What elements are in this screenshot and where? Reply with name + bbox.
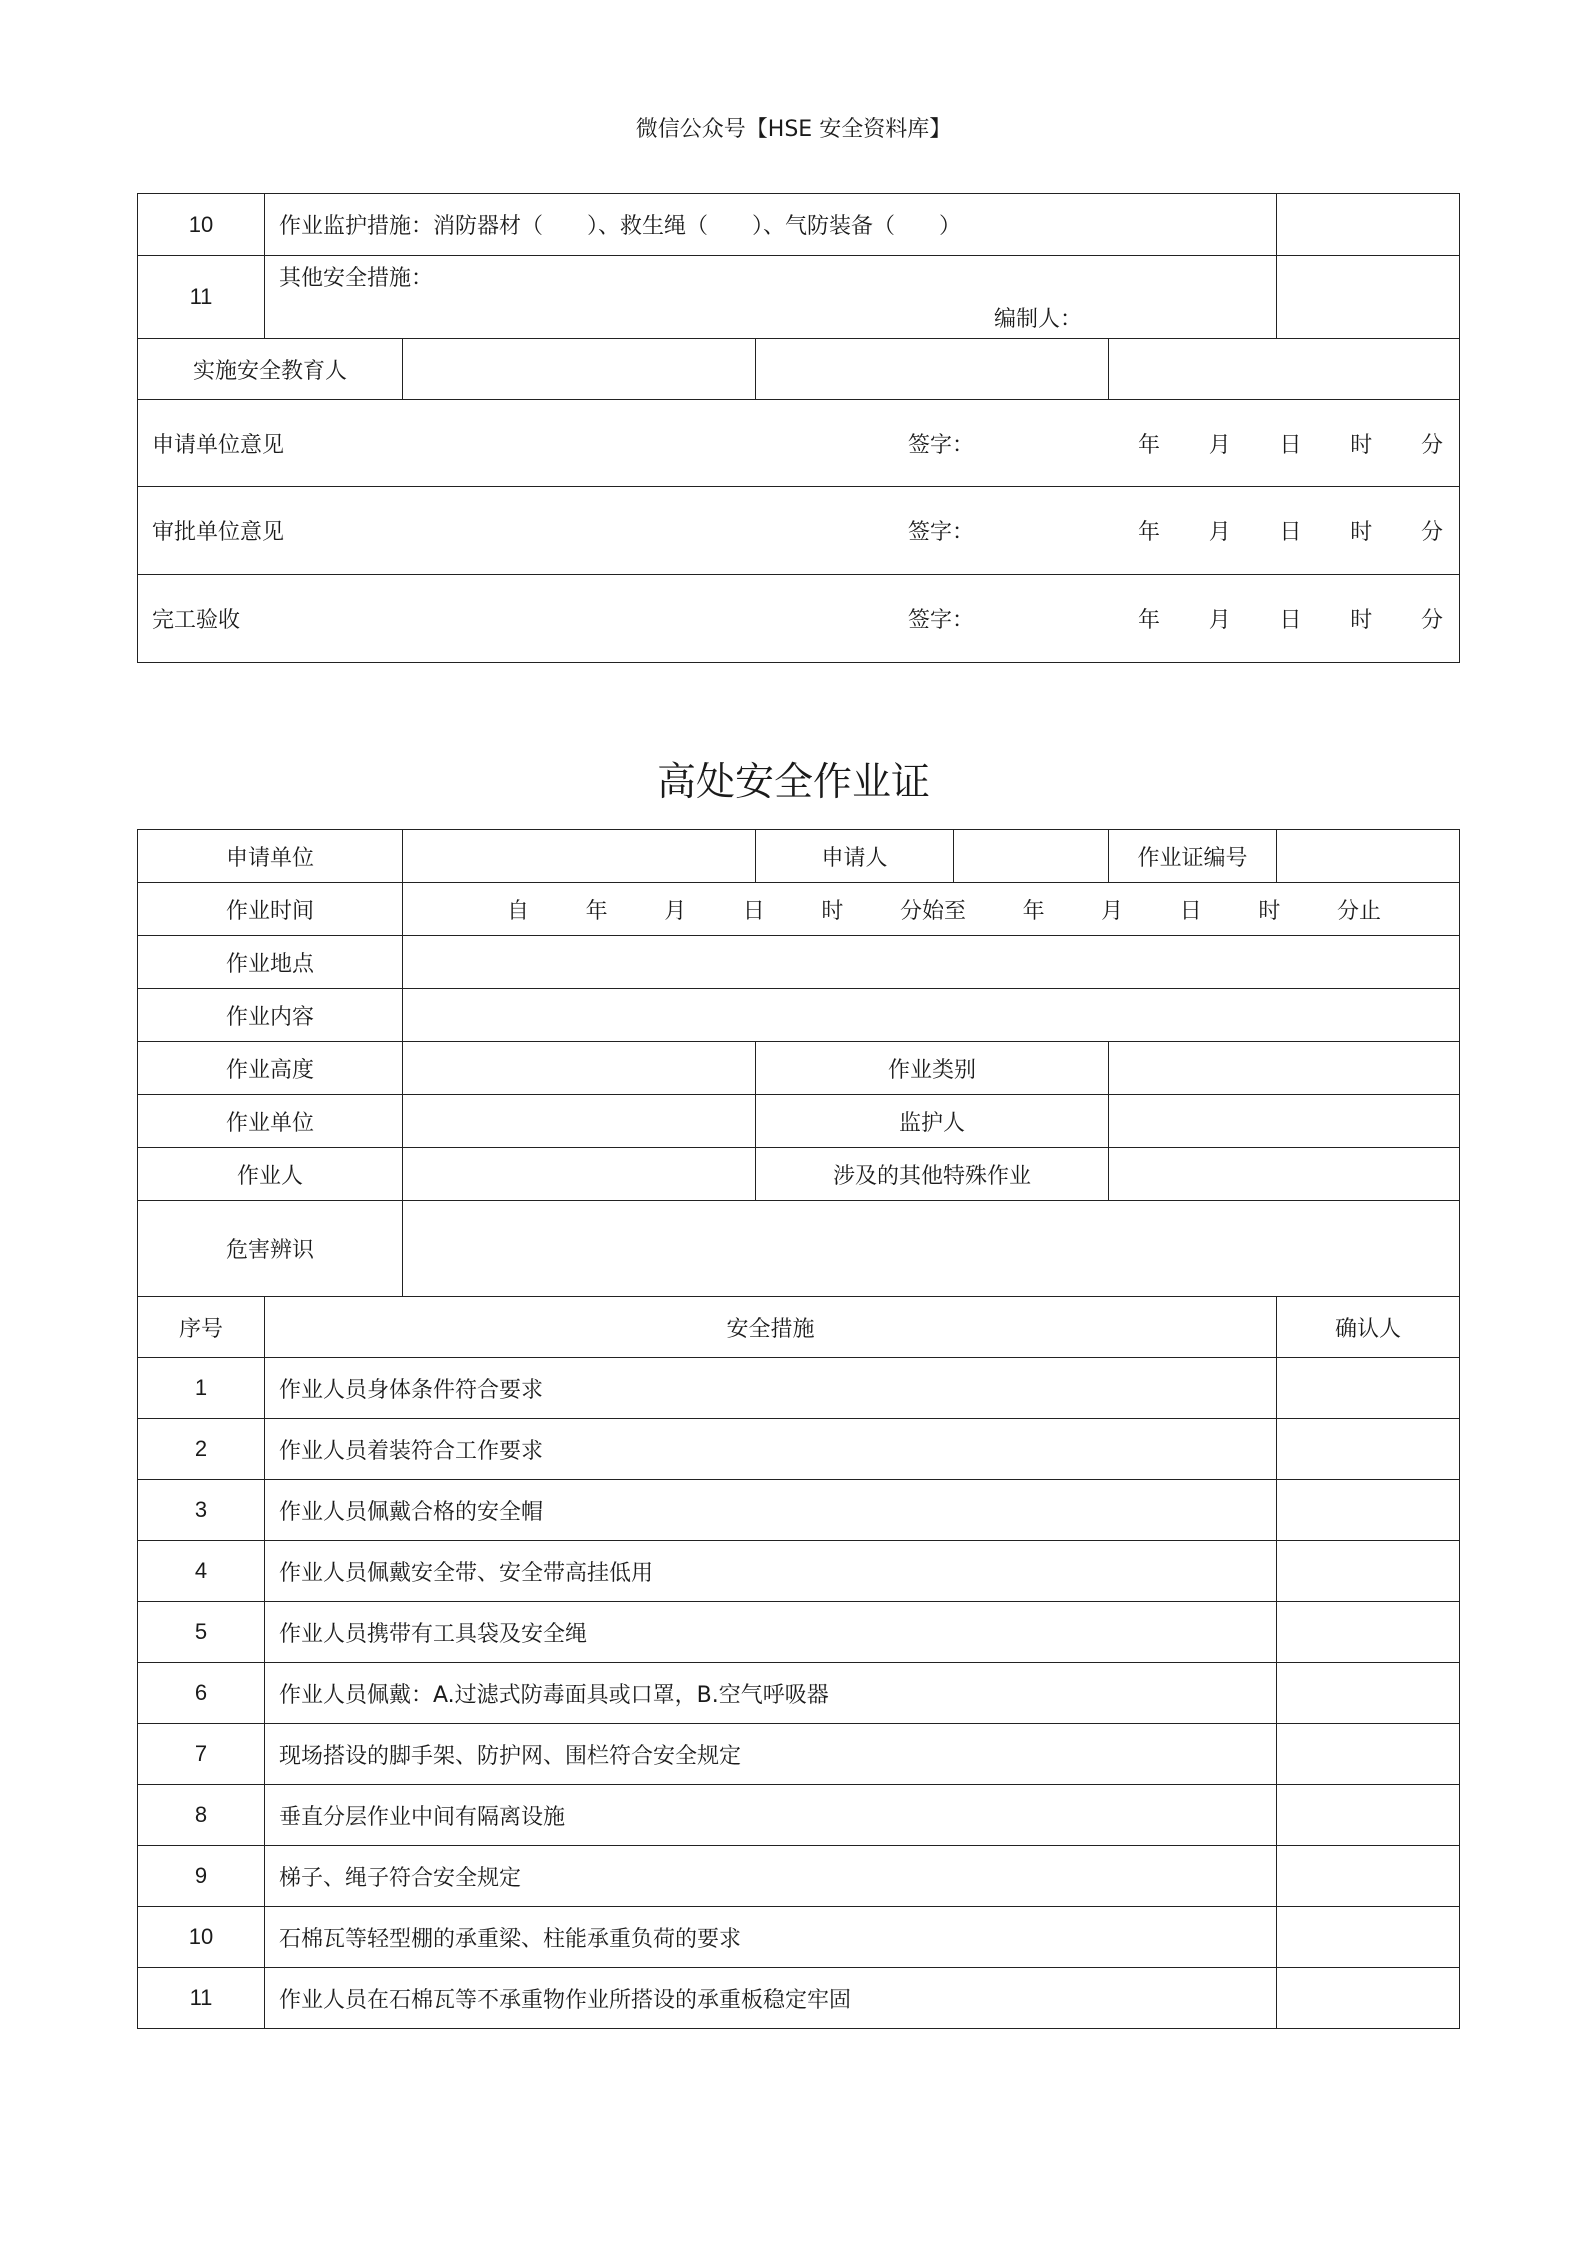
row-number: 10	[138, 194, 265, 256]
sign-row	[138, 575, 1460, 663]
apply-unit-field[interactable]	[403, 830, 756, 883]
measure-row	[138, 256, 1460, 339]
work-permit-table	[137, 829, 1460, 2029]
confirm-cell[interactable]	[1277, 1724, 1460, 1785]
guardian-field[interactable]	[1109, 1095, 1460, 1148]
work-time-label: 作业时间	[138, 883, 403, 936]
education-label: 实施安全教育人	[138, 339, 403, 400]
applicant-field[interactable]	[954, 830, 1109, 883]
measure-row	[138, 1663, 1460, 1724]
month-label: 月	[664, 898, 687, 924]
hour-label: 时	[1258, 898, 1281, 924]
measure-text: 作业人员在石棉瓦等不承重物作业所搭设的承重板稳定牢固	[265, 1968, 1277, 2029]
other-special-work-label: 涉及的其他特殊作业	[756, 1148, 1109, 1201]
worker-row	[138, 1148, 1460, 1201]
apply-unit-label: 申请单位	[138, 830, 403, 883]
measure-row	[138, 1968, 1460, 2029]
sign-row-label: 申请单位意见	[152, 432, 285, 458]
measures-header-row	[138, 1297, 1460, 1358]
row-number: 11	[138, 1968, 265, 2029]
work-place-label: 作业地点	[138, 936, 403, 989]
confirm-cell[interactable]	[1277, 1663, 1460, 1724]
work-unit-row	[138, 1095, 1460, 1148]
other-measures-label: 其他安全措施：	[279, 266, 434, 291]
sign-row-label: 审批单位意见	[152, 520, 285, 545]
work-height-row	[138, 1042, 1460, 1095]
minute-label: 分	[1421, 520, 1444, 545]
measure-text: 作业人员携带有工具袋及安全绳	[265, 1602, 1277, 1663]
row-number: 1	[138, 1358, 265, 1419]
work-unit-label: 作业单位	[138, 1095, 403, 1148]
work-unit-field[interactable]	[403, 1095, 756, 1148]
confirm-cell[interactable]	[1277, 1907, 1460, 1968]
hour-label: 时	[1350, 432, 1373, 458]
permit-no-label: 作业证编号	[1109, 830, 1277, 883]
approve-unit-opinion-cell[interactable]	[138, 487, 1460, 575]
year-label: 年	[1138, 520, 1161, 545]
month-label: 月	[1208, 520, 1231, 545]
compiler-label: 编制人：	[994, 307, 1083, 332]
confirm-cell[interactable]	[1277, 1846, 1460, 1907]
work-place-field[interactable]	[403, 936, 1460, 989]
measure-text: 现场搭设的脚手架、防护网、围栏符合安全规定	[265, 1724, 1277, 1785]
minute-start-label: 分始至	[899, 898, 966, 924]
page-header: 微信公众号【HSE 安全资料库】	[635, 117, 952, 142]
confirm-cell[interactable]	[1277, 1968, 1460, 2029]
work-time-field[interactable]	[403, 883, 1460, 936]
hazard-label: 危害辨识	[138, 1201, 403, 1297]
permit-no-field[interactable]	[1277, 830, 1460, 883]
other-special-work-field[interactable]	[1109, 1148, 1460, 1201]
row-number: 8	[138, 1785, 265, 1846]
work-height-field[interactable]	[403, 1042, 756, 1095]
measure-text: 作业人员着装符合工作要求	[265, 1419, 1277, 1480]
guardian-label: 监护人	[756, 1095, 1109, 1148]
signature-label: 签字：	[908, 520, 975, 545]
day-label: 日	[1179, 898, 1202, 924]
previous-permit-table	[137, 193, 1460, 663]
work-content-row	[138, 989, 1460, 1042]
work-height-label: 作业高度	[138, 1042, 403, 1095]
measure-text: 梯子、绳子符合安全规定	[265, 1846, 1277, 1907]
measure-row	[138, 1907, 1460, 1968]
measure-row	[138, 1785, 1460, 1846]
col-header-no: 序号	[138, 1297, 265, 1358]
year-label: 年	[1138, 608, 1161, 633]
completion-acceptance-cell[interactable]	[138, 575, 1460, 663]
day-label: 日	[1279, 520, 1302, 545]
measure-row	[138, 194, 1460, 256]
day-label: 日	[1279, 608, 1302, 633]
confirm-cell[interactable]	[1277, 1480, 1460, 1541]
row-number: 9	[138, 1846, 265, 1907]
sign-row	[138, 487, 1460, 575]
row-number: 11	[138, 256, 265, 339]
hazard-field[interactable]	[403, 1201, 1460, 1297]
measure-text: 作业人员佩戴合格的安全帽	[265, 1480, 1277, 1541]
work-category-label: 作业类别	[756, 1042, 1109, 1095]
row-number: 7	[138, 1724, 265, 1785]
hour-label: 时	[821, 898, 844, 924]
education-row	[138, 339, 1460, 400]
work-content-field[interactable]	[403, 989, 1460, 1042]
confirm-cell[interactable]	[1277, 1602, 1460, 1663]
measure-text: 垂直分层作业中间有隔离设施	[265, 1785, 1277, 1846]
col-header-measures: 安全措施	[265, 1297, 1277, 1358]
measure-row	[138, 1419, 1460, 1480]
month-label: 月	[1208, 432, 1231, 458]
work-place-row	[138, 936, 1460, 989]
minute-label: 分	[1421, 608, 1444, 633]
confirm-cell[interactable]	[1277, 1785, 1460, 1846]
year-label: 年	[1138, 432, 1161, 458]
measure-row	[138, 1358, 1460, 1419]
measure-row	[138, 1602, 1460, 1663]
measure-text: 作业人员佩戴安全带、安全带高挂低用	[265, 1541, 1277, 1602]
row-number: 2	[138, 1419, 265, 1480]
signature-label: 签字：	[908, 608, 975, 633]
row-number: 6	[138, 1663, 265, 1724]
measure-text: 作业监护措施：消防器材（ ）、救生绳（ ）、气防装备（ ）	[265, 194, 1277, 256]
confirm-cell[interactable]	[1277, 1419, 1460, 1480]
from-label: 自	[507, 898, 530, 924]
hour-label: 时	[1350, 608, 1373, 633]
measure-text: 作业人员佩戴：A.过滤式防毒面具或口罩，B.空气呼吸器	[265, 1663, 1277, 1724]
confirm-cell[interactable]	[1277, 1358, 1460, 1419]
education-field-1[interactable]	[403, 339, 756, 400]
measure-row	[138, 1846, 1460, 1907]
apply-unit-opinion-cell[interactable]	[138, 400, 1460, 487]
work-time-row	[138, 883, 1460, 936]
hazard-row	[138, 1201, 1460, 1297]
sign-row	[138, 400, 1460, 487]
education-field-2[interactable]	[756, 339, 1109, 400]
year-label: 年	[585, 898, 608, 924]
signature-label: 签字：	[908, 432, 975, 458]
measure-row	[138, 1541, 1460, 1602]
month-label: 月	[1101, 898, 1124, 924]
confirm-cell[interactable]	[1277, 256, 1460, 339]
col-header-confirm: 确认人	[1277, 1297, 1460, 1358]
hour-label: 时	[1350, 520, 1373, 545]
year-label: 年	[1022, 898, 1045, 924]
work-content-label: 作业内容	[138, 989, 403, 1042]
row-number: 4	[138, 1541, 265, 1602]
measure-row	[138, 1480, 1460, 1541]
worker-label: 作业人	[138, 1148, 403, 1201]
confirm-cell[interactable]	[1277, 1541, 1460, 1602]
page-title: 高处安全作业证	[656, 760, 930, 805]
minute-label: 分	[1421, 432, 1444, 458]
row-number: 3	[138, 1480, 265, 1541]
month-label: 月	[1208, 608, 1231, 633]
measure-text: 石棉瓦等轻型棚的承重梁、柱能承重负荷的要求	[265, 1907, 1277, 1968]
row-number: 5	[138, 1602, 265, 1663]
other-measures-cell[interactable]	[265, 256, 1277, 339]
measure-text: 作业人员身体条件符合要求	[265, 1358, 1277, 1419]
sign-row-label: 完工验收	[152, 608, 241, 633]
applicant-label: 申请人	[756, 830, 954, 883]
minute-end-label: 分止	[1336, 898, 1381, 924]
applicant-row	[138, 830, 1460, 883]
measure-row	[138, 1724, 1460, 1785]
worker-field[interactable]	[403, 1148, 756, 1201]
row-number: 10	[138, 1907, 265, 1968]
day-label: 日	[1279, 432, 1302, 458]
education-field-3[interactable]	[1109, 339, 1460, 400]
work-category-field[interactable]	[1109, 1042, 1460, 1095]
confirm-cell[interactable]	[1277, 194, 1460, 256]
day-label: 日	[742, 898, 765, 924]
